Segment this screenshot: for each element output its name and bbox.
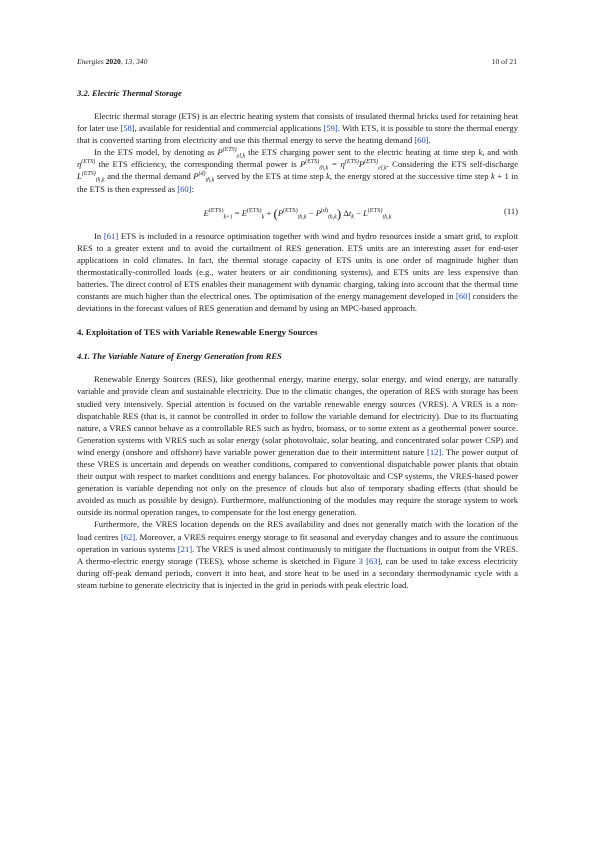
subsection-title-3-2: 3.2. Electric Thermal Storage: [77, 88, 182, 98]
citation-link[interactable]: [60]: [455, 291, 471, 302]
citation-link[interactable]: [21]: [177, 543, 193, 554]
journal-year: 2020: [105, 57, 121, 66]
journal-name: Energies: [77, 57, 104, 66]
math-self-discharge: $L^{(ETS)}_{th,k}$: [77, 171, 105, 185]
subsection-title-4-1: 4.1. The Variable Nature of Energy Generation from RES: [77, 351, 282, 362]
citation-link[interactable]: [60]: [177, 183, 192, 194]
math-eta: $\eta^{(ETS)}$: [77, 159, 96, 170]
equation-number: (11): [504, 205, 518, 216]
section-title-4: 4. Exploitation of TES with Variable Renewable Energy Sources: [77, 327, 318, 338]
citation-link[interactable]: [12]: [426, 446, 442, 457]
math-demand: $P^{(d)}_{th,k}$: [193, 171, 215, 185]
math-k: k: [326, 171, 330, 182]
running-header-citation: [77, 57, 147, 66]
paragraph-vres-nature: Renewable Energy Sources (RES), like geothermal energy, marine energy, solar energy, and wind energy, are naturally variable and provide clean and sustainable electricity. Due to the climatic changes, the operation of RES with storage has been studied very intensively. Special attention is focused on the variable renewable energy sources (VRES). A VRES is a non-dispatchable RES (that is, it cannot be controlled in order to follow the variable demand for electricity). Due to its fluctuating nature, a VRES cannot behave as a controllable RES such as hydro, biomass, or to some extent as a geothermal power source. Generation systems with VRES such as solar energy (solar photovoltaic, solar heating, and concentrated solar power CSP) and wind energy (onshore and offshore) have variable power generation due to their intermittent nature [12]. The power output of these VRES is uncertain and depends on weather conditions, compared to conventional dispatchable power plants that obtain their output with respect to market conditions and energy balances. For photovoltaic and CSP systems, the VRES-based power generation is variable depending not only on the presence of clouds but also of temporary shading effects (that should be avoided as much as possible by design). Furthermore, malfunctioning of the modules may require the storage system to work outside its normal operation ranges, to compensate for the lost energy generation.: [77, 374, 518, 518]
paragraph-vres-location: Furthermore, the VRES location depends on the RES availability and does not generally match with the location of the load centres [62]. Moreover, a VRES requires energy storage to fit seasonal and everyday changes and to assure the continuous operation in various systems [21]. The VRES is used almost continuously to mitigate the fluctuations in output from the VRES. A thermo-electric energy storage (TEES), whose scheme is sketched in Figure 3 [63], can be used to take excess electricity during off-peak demand periods, convert it into heat, and store heat to be used in a secondary thermodynamic cycle with a steam turbine to generate electricity that is injected in the grid in periods with peak electric load.: [77, 519, 519, 590]
citation-link[interactable]: [58]: [120, 123, 135, 134]
math-thermal-power: $P^{(ETS)}_{th,k} = \eta^{(ETS)}P^{(ETS)}_{el,k}$: [300, 159, 387, 173]
figure-link[interactable]: 3: [358, 555, 363, 566]
math-p-el: $P^{(ETS)}_{el,k}$: [217, 147, 246, 160]
page-body: [77, 88, 518, 591]
paragraph-ets-applications: In [61] ETS is included in a resource optimisation together with wind and hydro resources inside a smart grid, to exploit RES to a greater extent and to avoid the curtailment of RES generation. ETS units are an interesting asset for end-user applications in cold climates. In fact, the thermal storage capacity of ETS units is one order of magnitude higher than thermostatically-controlled loads (e.g., water heaters or air conditioning systems), and ETS units are less expensive than batteries. The direct control of ETS enables their management with dynamic charging, taking into account that the thermal time constants are much higher than the electrical ones. The optimisation of the energy management developed in [60] considers the deviations in the forecast values of RES generation and demand by using an MPC-based approach.: [77, 230, 518, 314]
equation-11: [77, 201, 518, 225]
paragraph-ets-model: In the ETS model, by denoting as $P^{(ETS)}_{el,k}$ the ETS charging power sent to the electric heating at time step k, and with $\eta^{(ETS)}$ the ETS efficiency, the corresponding thermal power is $P^{(ETS)}_{th,k} = \eta^{(ETS)}P^{(ETS)}_{el,k}$. Considering the ETS self-discharge $L^{(ETS)}_{th,k}$ and the thermal demand $P^{(d)}_{th,k}$ served by the ETS at time step k, the energy stored at the successive time step k + 1 in the ETS is then expressed as [60]:: [77, 147, 519, 194]
volume-issue: , 13, 340: [120, 57, 148, 66]
equation-body: $E^{(ETS)}_{k+1} = E^{(ETS)}_k + (P^{(ETS)}_{th,k} - P^{(d)}_{th,k}) \Delta t_k - L^{(ETS)}_{th,k}$: [203, 205, 392, 221]
paragraph-ets-intro: Electric thermal storage (ETS) is an electric heating system that consists of insulated thermal bricks used for retaining heat for later use [58], available for residential and commercial applications [59]. With ETS, it is possible to store the thermal energy that is converted starting from electricity and use this thermal energy to serve the heating demand [60].: [77, 111, 519, 146]
math-k: k: [478, 147, 483, 158]
citation-link[interactable]: [62]: [120, 531, 136, 542]
citation-link[interactable]: [61]: [103, 230, 119, 241]
citation-link[interactable]: [59]: [323, 123, 338, 134]
page-number: 10 of 21: [491, 57, 517, 66]
citation-link[interactable]: [63]: [366, 555, 381, 566]
citation-link[interactable]: [60]: [414, 135, 429, 146]
math-k-plus-1: k + 1: [490, 171, 509, 182]
